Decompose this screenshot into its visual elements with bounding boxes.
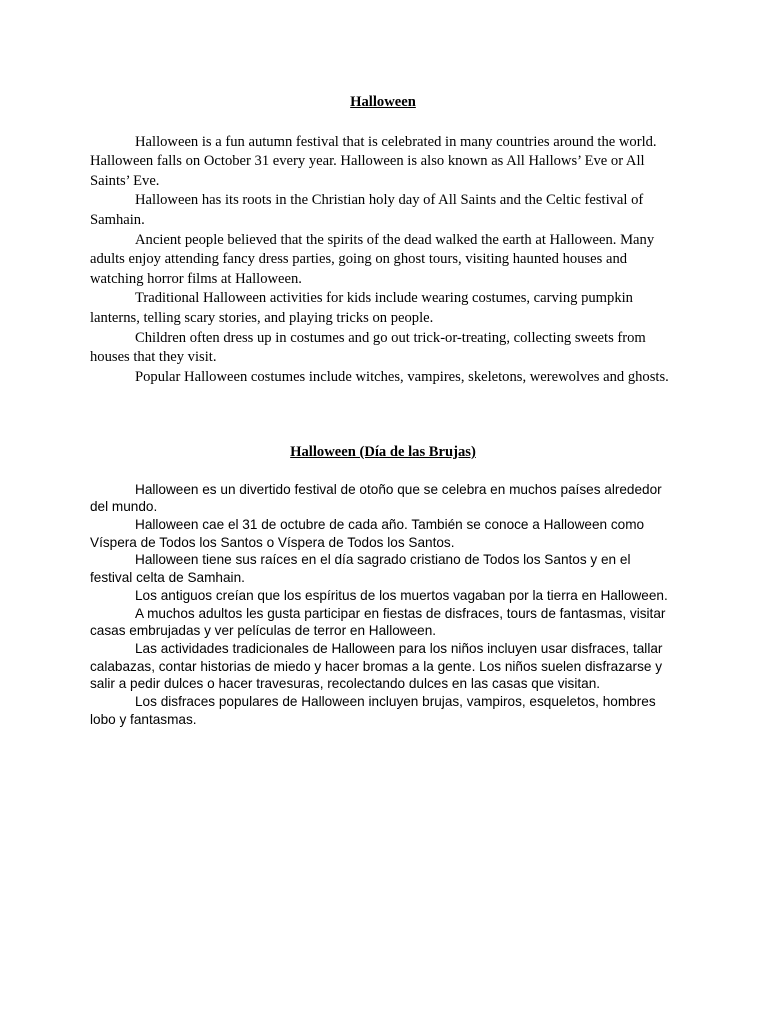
spanish-paragraph: Halloween tiene sus raíces en el día sagrado cristiano de Todos los Santos y en el festival celta de Samhain. (90, 552, 631, 586)
english-paragraph: Popular Halloween costumes include witches, vampires, skeletons, werewolves and ghosts. (135, 368, 669, 385)
spanish-paragraph: A muchos adultos les gusta participar en fiestas de disfraces, tours de fantasmas, visitar casas embrujadas y ver películas de terror en Halloween. (90, 605, 666, 639)
english-section (90, 93, 676, 387)
spanish-paragraph: Las actividades tradicionales de Halloween para los niños incluyen usar disfraces, tallar calabazas, contar historias de miedo y hacer bromas a la gente. Los niños suelen disfrazarse y salir a pedir dulces o hacer travesuras, recolectando dulces en las casas que visitan. (90, 640, 663, 692)
english-paragraph: Children often dress up in costumes and go out trick-or-treating, collecting sweets from houses that they visit. (90, 329, 646, 366)
english-paragraph: Traditional Halloween activities for kids include wearing costumes, carving pumpkin lanterns, telling scary stories, and playing tricks on people. (90, 290, 633, 326)
english-title: Halloween (350, 94, 416, 110)
english-paragraph: Halloween has its roots in the Christian holy day of All Saints and the Celtic festival of Samhain. (90, 192, 644, 228)
english-paragraph: Halloween is a fun autumn festival that is celebrated in many countries around the world. Halloween falls on October 31 every year. Halloween is also known as All Hallows’ Eve or All Saints’ Eve. (90, 133, 657, 189)
spanish-paragraph: Los antiguos creían que los espíritus de los muertos vagaban por la tierra en Halloween. (135, 587, 668, 603)
spanish-paragraph: Halloween cae el 31 de octubre de cada año. También se conoce a Halloween como Víspera de Todos los Santos o Víspera de Todos los Santos. (90, 517, 645, 550)
spanish-paragraph: Los disfraces populares de Halloween incluyen brujas, vampiros, esqueletos, hombres lobo y fantasmas. (90, 694, 656, 727)
spanish-paragraph: Halloween es un divertido festival de otoño que se celebra en muchos países alrededor del mundo. (90, 481, 662, 515)
spanish-title: Halloween (Día de las Brujas) (290, 444, 476, 460)
english-paragraph: Ancient people believed that the spirits of the dead walked the earth at Halloween. Many adults enjoy attending fancy dress parties, going on ghost tours, visiting haunted houses and watching horror films at Halloween. (90, 231, 655, 287)
spanish-section (90, 443, 676, 728)
